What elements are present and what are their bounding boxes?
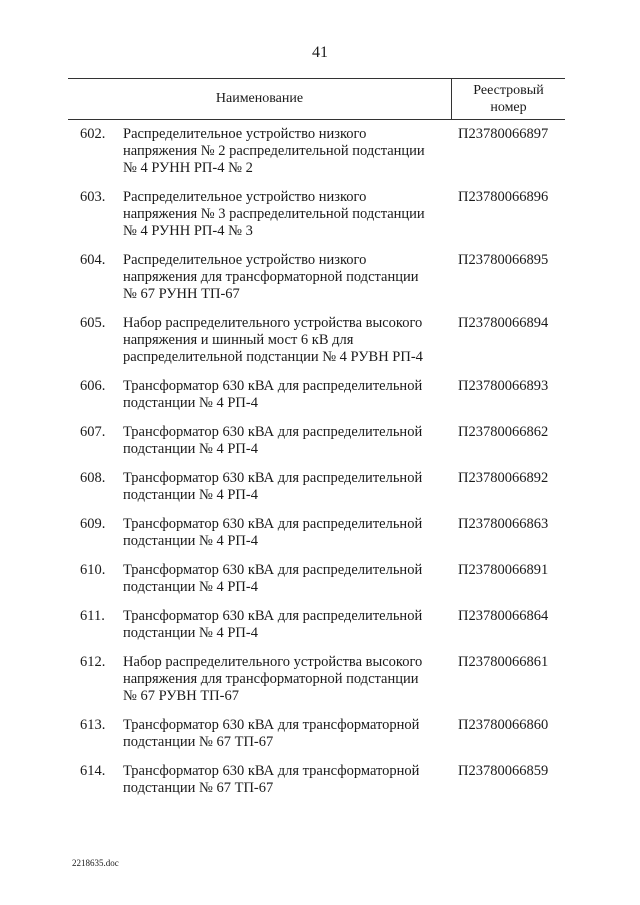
row-name-line: Трансформатор 630 кВА для распределительной (123, 470, 423, 486)
table-row (68, 470, 565, 504)
row-name (123, 516, 441, 550)
row-registry-number: П23780066862 (458, 424, 549, 440)
row-name (123, 717, 441, 751)
row-name-line: распределительной подстанции № 4 РУВН РП-4 (123, 349, 423, 365)
row-name-line: напряжения № 3 распределительной подстанции (123, 206, 425, 222)
page-number: 41 (312, 44, 328, 61)
row-name-line: Трансформатор 630 кВА для трансформаторной (123, 717, 420, 733)
row-number: 611. (80, 608, 105, 624)
table-row (68, 654, 565, 705)
row-name-line: Набор распределительного устройства высокого (123, 654, 423, 670)
row-name-line: напряжения № 2 распределительной подстанции (123, 143, 425, 159)
row-name-line: подстанции № 4 РП-4 (123, 487, 258, 503)
row-number: 609. (80, 516, 106, 532)
table-row (68, 424, 565, 458)
row-name-line: Трансформатор 630 кВА для распределительной (123, 424, 423, 440)
table-row (68, 315, 565, 366)
row-name-line: подстанции № 4 РП-4 (123, 441, 258, 457)
row-number: 614. (80, 763, 106, 779)
table-body (68, 126, 565, 809)
row-number: 613. (80, 717, 106, 733)
row-name-line: подстанции № 4 РП-4 (123, 579, 258, 595)
row-name (123, 763, 441, 797)
row-name-line: № 4 РУНН РП-4 № 3 (123, 223, 253, 239)
column-header-registry-number (452, 82, 565, 116)
row-name-line: подстанции № 4 РП-4 (123, 533, 258, 549)
row-name-line: подстанции № 4 РП-4 (123, 395, 258, 411)
row-name-line: напряжения и шинный мост 6 кВ для (123, 332, 354, 348)
row-name (123, 470, 441, 504)
row-registry-number: П23780066892 (458, 470, 549, 486)
row-name (123, 654, 441, 705)
row-name (123, 252, 441, 303)
row-registry-number: П23780066860 (458, 717, 549, 733)
row-name-line: Трансформатор 630 кВА для распределительной (123, 608, 423, 624)
row-registry-number: П23780066863 (458, 516, 549, 532)
row-name-line: подстанции № 4 РП-4 (123, 625, 258, 641)
row-number: 603. (80, 189, 106, 205)
row-registry-number: П23780066897 (458, 126, 549, 142)
table-row (68, 516, 565, 550)
row-registry-number: П23780066896 (458, 189, 549, 205)
row-name (123, 189, 441, 240)
table-row (68, 763, 565, 797)
row-number: 608. (80, 470, 106, 486)
row-name-line: Распределительное устройство низкого (123, 252, 367, 268)
row-registry-number: П23780066864 (458, 608, 549, 624)
row-name-line: Трансформатор 630 кВА для трансформаторной (123, 763, 420, 779)
table-row (68, 608, 565, 642)
row-number: 605. (80, 315, 106, 331)
row-number: 612. (80, 654, 106, 670)
row-registry-number: П23780066861 (458, 654, 549, 670)
row-registry-number: П23780066893 (458, 378, 549, 394)
row-name-line: Трансформатор 630 кВА для распределительной (123, 516, 423, 532)
row-name (123, 562, 441, 596)
row-registry-number: П23780066895 (458, 252, 549, 268)
table-row (68, 717, 565, 751)
column-header-name: Наименование (215, 91, 304, 106)
table-row (68, 126, 565, 177)
row-name (123, 315, 441, 366)
row-name-line: Трансформатор 630 кВА для распределительной (123, 378, 423, 394)
table-row (68, 189, 565, 240)
table-row (68, 252, 565, 303)
row-name-line: Распределительное устройство низкого (123, 126, 367, 142)
row-name-line: № 67 РУВН ТП-67 (123, 688, 239, 704)
row-number: 607. (80, 424, 106, 440)
document-filename: 2218635.doc (72, 858, 119, 868)
row-name-line: напряжения для трансформаторной подстанции (123, 269, 419, 285)
row-name (123, 608, 441, 642)
row-registry-number: П23780066891 (458, 562, 549, 578)
table-row (68, 378, 565, 412)
row-name-line: подстанции № 67 ТП-67 (123, 734, 274, 750)
row-name (123, 126, 441, 177)
row-number: 606. (80, 378, 106, 394)
row-name-line: Распределительное устройство низкого (123, 189, 367, 205)
row-number: 602. (80, 126, 106, 142)
column-header-registry-line1: Реестровый (473, 83, 544, 98)
row-name-line: напряжения для трансформаторной подстанции (123, 671, 419, 687)
row-registry-number: П23780066859 (458, 763, 549, 779)
row-number: 604. (80, 252, 106, 268)
row-name (123, 424, 441, 458)
row-number: 610. (80, 562, 106, 578)
table-row (68, 562, 565, 596)
row-name-line: подстанции № 67 ТП-67 (123, 780, 274, 796)
row-name-line: Набор распределительного устройства высокого (123, 315, 423, 331)
row-name (123, 378, 441, 412)
row-name-line: Трансформатор 630 кВА для распределительной (123, 562, 423, 578)
table-header (68, 78, 565, 120)
row-name-line: № 4 РУНН РП-4 № 2 (123, 160, 253, 176)
row-registry-number: П23780066894 (458, 315, 549, 331)
row-name-line: № 67 РУНН ТП-67 (123, 286, 240, 302)
column-header-registry-line2: номер (490, 100, 527, 115)
